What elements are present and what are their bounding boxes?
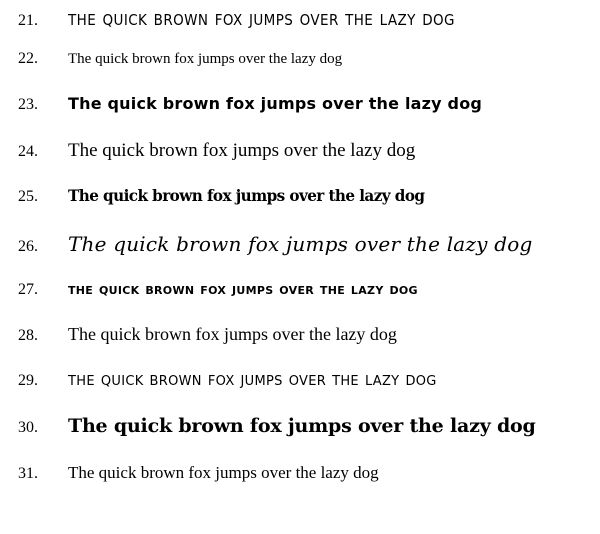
row-number: 25. bbox=[18, 188, 38, 205]
specimen-row bbox=[10, 94, 590, 140]
row-number: 24. bbox=[18, 143, 38, 160]
specimen-row bbox=[10, 6, 590, 50]
font-sample-text: the quick brown fox jumps over the lazy dog bbox=[68, 6, 455, 30]
font-sample-text: The quick brown fox jumps over the lazy dog bbox=[68, 232, 533, 256]
font-sample-text: The quick brown fox jumps over the lazy dog bbox=[68, 51, 343, 67]
row-number: 21. bbox=[18, 12, 38, 29]
specimen-row bbox=[10, 369, 590, 415]
specimen-row bbox=[10, 186, 590, 232]
specimen-row bbox=[10, 463, 590, 509]
specimen-row bbox=[10, 279, 590, 324]
specimen-row bbox=[10, 140, 590, 186]
specimen-row bbox=[10, 415, 590, 463]
font-sample-text: The quick brown fox jumps over the lazy dog bbox=[68, 186, 425, 205]
font-sample-text: The quick brown fox jumps over the lazy dog bbox=[68, 324, 397, 344]
row-number: 31. bbox=[18, 465, 38, 482]
specimen-row bbox=[10, 50, 590, 94]
font-sample-text: the quick brown fox jumps over the lazy dog bbox=[68, 279, 418, 298]
row-number: 22. bbox=[18, 50, 38, 67]
row-number: 29. bbox=[18, 372, 38, 389]
specimen-row bbox=[10, 232, 590, 279]
specimen-row bbox=[10, 324, 590, 369]
row-number: 26. bbox=[18, 238, 38, 255]
row-number: 28. bbox=[18, 327, 38, 344]
font-sample-text: The quick brown fox jumps over the lazy dog bbox=[68, 94, 483, 113]
row-number: 23. bbox=[18, 96, 38, 113]
row-number: 30. bbox=[18, 419, 38, 436]
row-number: 27. bbox=[18, 281, 38, 298]
font-sample-text: The quick brown fox jumps over the lazy dog bbox=[68, 415, 536, 437]
font-sample-text: The quick brown fox jumps over the lazy dog bbox=[68, 140, 416, 161]
font-sample-text: the quick brown fox jumps over the lazy dog bbox=[68, 369, 437, 390]
font-sample-text: The quick brown fox jumps over the lazy dog bbox=[68, 463, 379, 482]
